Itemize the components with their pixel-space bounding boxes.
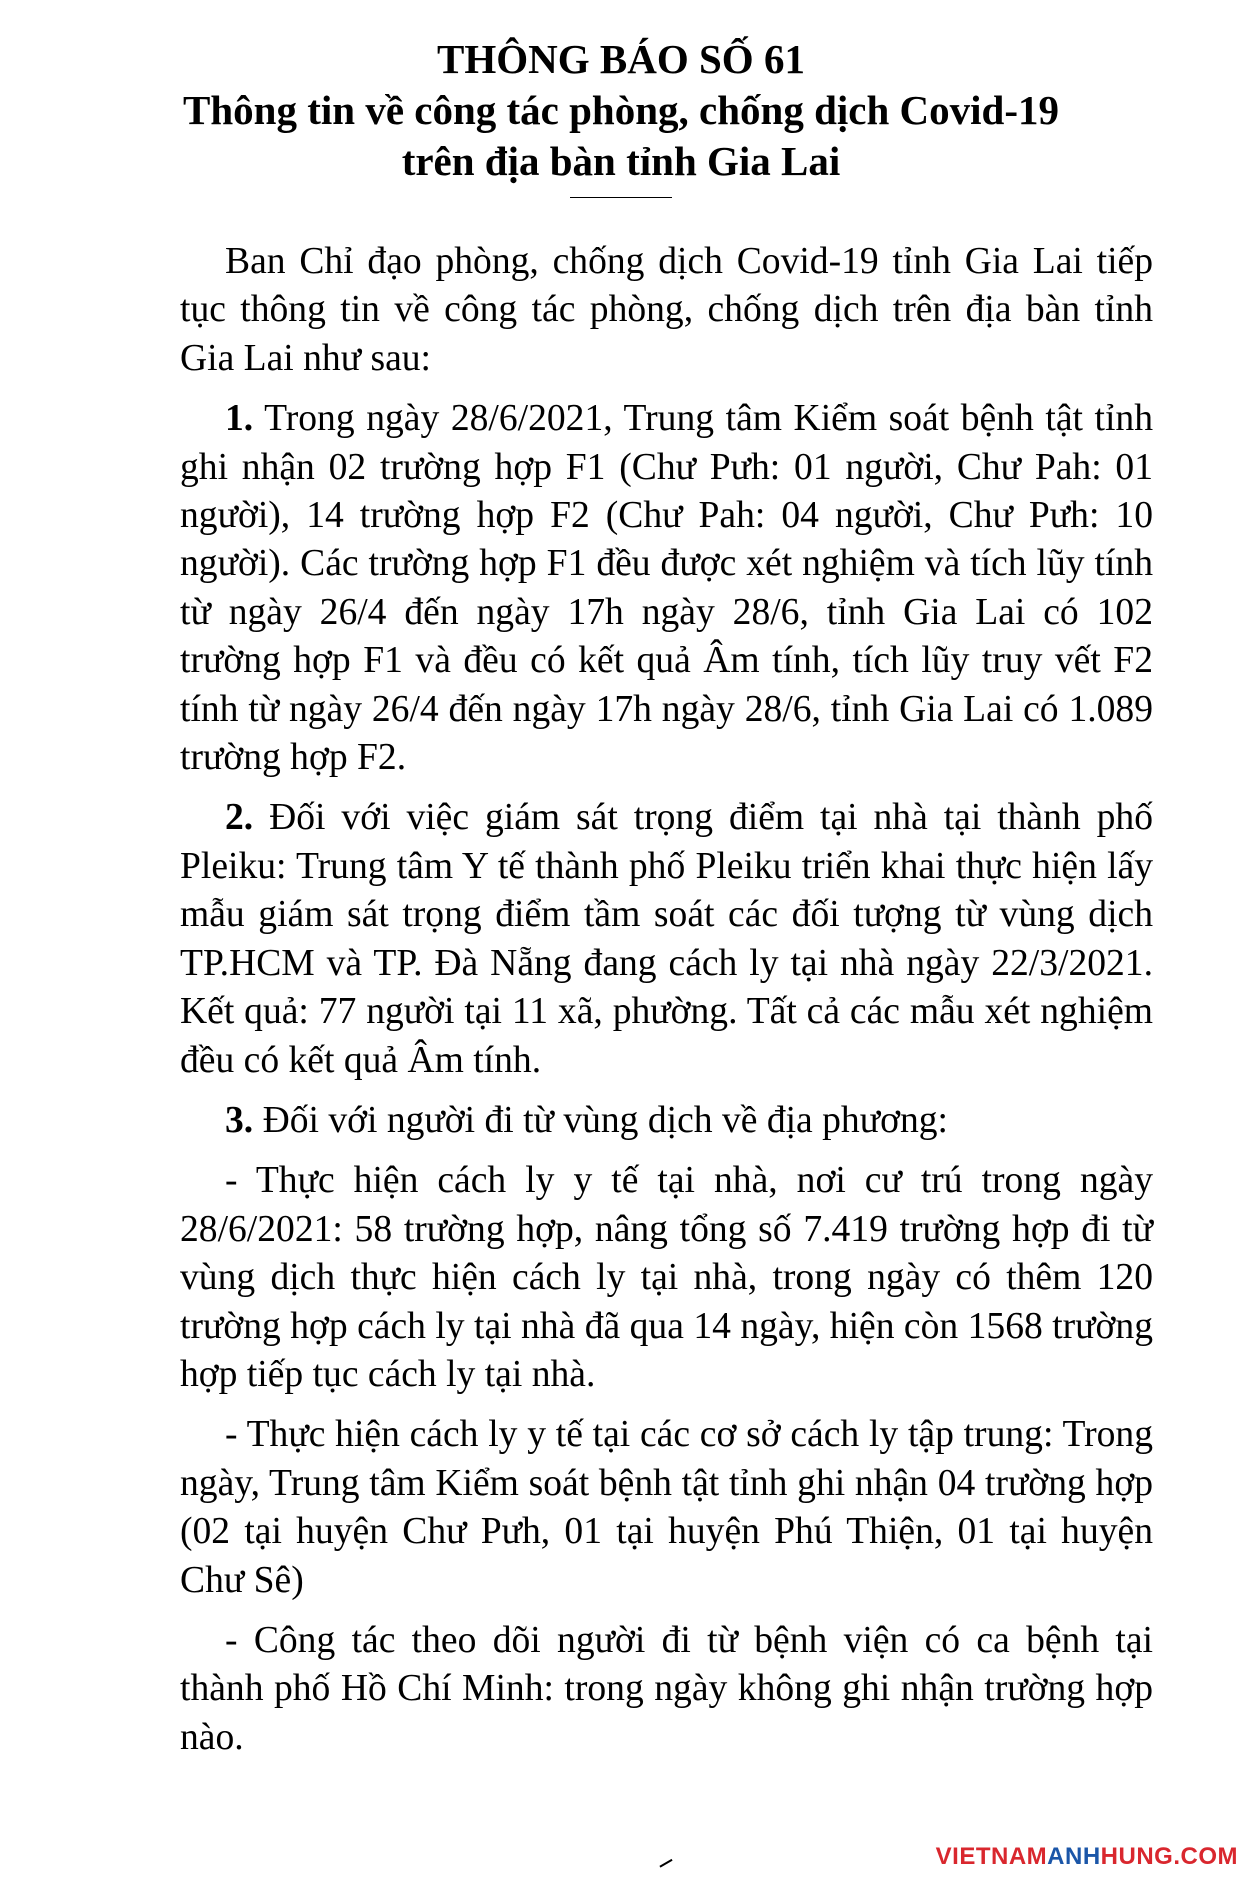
document-body xyxy=(180,238,1153,1774)
bullet-centralized-quarantine: - Thực hiện cách ly y tế tại các cơ sở cách ly tập trung: Trong ngày, Trung tâm Kiểm soát bệnh tật tỉnh ghi nhận 04 trường hợp (02 tại huyện Chư Pưh, 01 tại huyện Phú Thiện, 01 tại huyện Chư Sê) xyxy=(180,1414,1153,1601)
watermark-part-3: HUNG.COM xyxy=(1100,1843,1238,1870)
notice-subtitle-line-1: Thông tin về công tác phòng, chống dịch Covid-19 xyxy=(183,87,1059,133)
watermark-part-1: VIETNAM xyxy=(935,1843,1048,1870)
watermark-part-2: ANH xyxy=(1047,1843,1101,1870)
item-3-text: Đối với người đi từ vùng dịch về địa phương: xyxy=(253,1099,948,1141)
item-2-paragraph xyxy=(180,794,1153,1084)
site-watermark xyxy=(936,1843,1238,1871)
intro-paragraph: Ban Chỉ đạo phòng, chống dịch Covid-19 tỉnh Gia Lai tiếp tục thông tin về công tác phòng, chống dịch trên địa bàn tỉnh Gia Lai như sau: xyxy=(180,241,1153,379)
title-divider xyxy=(570,197,672,198)
item-2-number: 2. xyxy=(225,797,254,839)
notice-subtitle-line-2: trên địa bàn tỉnh Gia Lai xyxy=(401,138,841,184)
item-3-number: 3. xyxy=(225,1099,254,1141)
item-1-text: Trong ngày 28/6/2021, Trung tâm Kiểm soát bệnh tật tỉnh ghi nhận 02 trường hợp F1 (Chư Pưh: 01 người, Chư Pah: 01 người), 14 trường hợp F2 (Chư Pah: 04 người, Chư Pưh: 10 người). Các trường hợp F1 đều được xét nghiệm và tích lũy tính từ ngày 26/4 đến ngày 17h ngày 28/6, tỉnh Gia Lai có 102 trường hợp F1 và đều có kết quả Âm tính, tích lũy truy vết F2 tính từ ngày 26/4 đến ngày 17h ngày 28/6, tỉnh Gia Lai có 1.089 trường hợp F2. xyxy=(180,398,1153,779)
cut-off-text-fragment xyxy=(659,1859,674,1871)
item-1-paragraph xyxy=(180,395,1153,782)
item-2-text: Đối với việc giám sát trọng điểm tại nhà tại thành phố Pleiku: Trung tâm Y tế thành phố Pleiku triển khai thực hiện lấy mẫu giám sát trọng điểm tầm soát các đối tượng từ vùng dịch TP.HCM và TP. Đà Nẵng đang cách ly tại nhà ngày 22/3/2021. Kết quả: 77 người tại 11 xã, phường. Tất cả các mẫu xét nghiệm đều có kết quả Âm tính. xyxy=(180,797,1153,1081)
item-3-paragraph xyxy=(180,1097,1153,1145)
bullet-home-quarantine: - Thực hiện cách ly y tế tại nhà, nơi cư trú trong ngày 28/6/2021: 58 trường hợp, nâng tổng số 7.419 trường hợp đi từ vùng dịch thực hiện cách ly tại nhà, trong ngày có thêm 120 trường hợp cách ly tại nhà đã qua 14 ngày, hiện còn 1568 trường hợp tiếp tục cách ly tại nhà. xyxy=(180,1160,1153,1395)
notice-title: THÔNG BÁO SỐ 61 xyxy=(437,36,805,82)
item-1-number: 1. xyxy=(225,398,254,440)
bullet-hospital-tracking: - Công tác theo dõi người đi từ bệnh viện có ca bệnh tại thành phố Hồ Chí Minh: trong ngày không ghi nhận trường hợp nào. xyxy=(180,1619,1153,1758)
document-header xyxy=(0,34,1242,198)
